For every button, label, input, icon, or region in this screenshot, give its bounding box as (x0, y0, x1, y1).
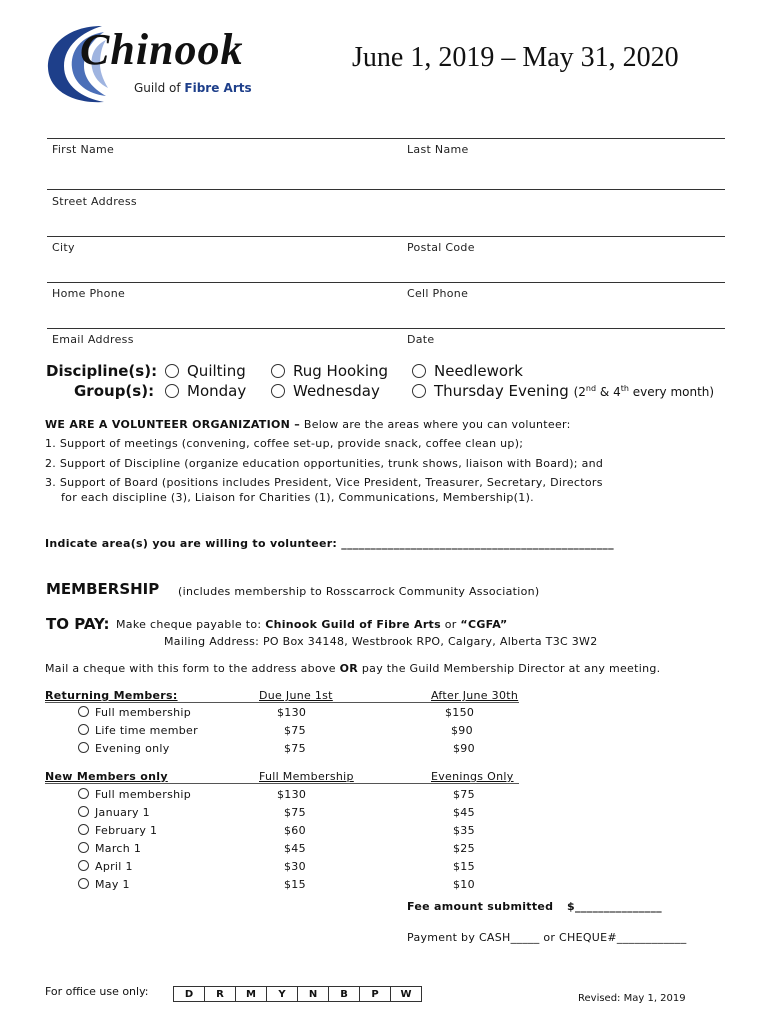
office-cell: B (329, 987, 360, 1002)
email-address-label: Email Address (52, 333, 134, 346)
new-january-full: $75 (284, 806, 306, 819)
membership-note: (includes membership to Rosscarrock Community Association) (178, 585, 540, 598)
first-name-label: First Name (52, 143, 115, 156)
radio-icon[interactable] (165, 364, 179, 378)
new-full-price: $130 (277, 788, 307, 801)
membership-title: MEMBERSHIP (46, 580, 160, 598)
volunteer-item-1: 1. Support of meetings (convening, coffee set-up, provide snack, coffee clean up); (45, 437, 524, 450)
group-monday-option[interactable]: Monday (165, 382, 246, 400)
new-march-option[interactable]: March 1 (78, 842, 141, 855)
discipline-needlework-option[interactable]: Needlework (412, 362, 523, 380)
divider (47, 236, 725, 237)
to-pay-label: TO PAY: (46, 615, 110, 633)
radio-icon[interactable] (78, 842, 89, 853)
radio-icon[interactable] (78, 788, 89, 799)
discipline-label: Discipline(s): (46, 362, 158, 380)
returning-header: Returning Members: (45, 689, 178, 702)
thursday-note: (2nd & 4th every month) (573, 384, 715, 399)
payment-method[interactable]: Payment by CASH_____ or CHEQUE#____________ (407, 931, 687, 944)
volunteer-heading: WE ARE A VOLUNTEER ORGANIZATION – Below are the areas where you can volunteer: (45, 418, 571, 431)
fee-input-line[interactable]: $_______________ (567, 900, 662, 913)
radio-icon[interactable] (271, 364, 285, 378)
radio-icon[interactable] (78, 878, 89, 889)
divider (47, 138, 725, 139)
new-may-full: $15 (284, 878, 306, 891)
divider (45, 702, 519, 703)
office-cell: M (236, 987, 267, 1002)
returning-full-option[interactable]: Full membership (78, 706, 191, 719)
discipline-quilting-option[interactable]: Quilting (165, 362, 246, 380)
new-may-evening: $10 (453, 878, 475, 891)
office-cell: D (174, 987, 205, 1002)
cheque-payable: Make cheque payable to: Chinook Guild of Fibre Arts or “CGFA” (116, 618, 508, 631)
date-label: Date (407, 333, 435, 346)
home-phone-label: Home Phone (52, 287, 126, 300)
radio-icon[interactable] (271, 384, 285, 398)
new-full-option[interactable]: Full membership (78, 788, 191, 801)
radio-icon[interactable] (412, 364, 426, 378)
mailing-address: Mailing Address: PO Box 34148, Westbrook RPO, Calgary, Alberta T3C 3W2 (164, 635, 598, 648)
returning-evening-due: $75 (284, 742, 306, 755)
returning-evening-option[interactable]: Evening only (78, 742, 170, 755)
volunteer-input-line[interactable]: _______________________________________________ (341, 537, 614, 550)
office-cell: R (205, 987, 236, 1002)
volunteer-item-3-cont: for each discipline (3), Liaison for Charities (1), Communications, Membership(1). (61, 491, 534, 504)
returning-full-due: $130 (277, 706, 307, 719)
city-label: City (52, 241, 75, 254)
radio-icon[interactable] (78, 806, 89, 817)
divider (45, 783, 519, 784)
new-may-option[interactable]: May 1 (78, 878, 130, 891)
new-april-evening: $15 (453, 860, 475, 873)
new-col-evening: Evenings Only (431, 770, 514, 783)
radio-icon[interactable] (165, 384, 179, 398)
radio-icon[interactable] (412, 384, 426, 398)
radio-icon[interactable] (78, 742, 89, 753)
radio-icon[interactable] (78, 706, 89, 717)
new-february-option[interactable]: February 1 (78, 824, 157, 837)
new-full-evening: $75 (453, 788, 475, 801)
guild-logo (42, 18, 272, 106)
fee-label: Fee amount submitted (407, 900, 554, 913)
returning-full-after: $150 (445, 706, 475, 719)
returning-life-option[interactable]: Life time member (78, 724, 198, 737)
new-february-evening: $35 (453, 824, 475, 837)
group-thursday-option[interactable]: Thursday Evening (2nd & 4th every month) (412, 382, 714, 400)
radio-icon[interactable] (78, 824, 89, 835)
last-name-label: Last Name (407, 143, 469, 156)
new-january-option[interactable]: January 1 (78, 806, 150, 819)
returning-col-after: After June 30th (431, 689, 519, 702)
returning-life-after: $90 (451, 724, 473, 737)
office-use-label: For office use only: (45, 985, 149, 998)
returning-col-due: Due June 1st (259, 689, 333, 702)
new-march-evening: $25 (453, 842, 475, 855)
cell-phone-label: Cell Phone (407, 287, 469, 300)
returning-evening-after: $90 (453, 742, 475, 755)
group-label: Group(s): (74, 382, 155, 400)
mail-instructions: Mail a cheque with this form to the address above OR pay the Guild Membership Director at any meeting. (45, 662, 661, 675)
group-wednesday-option[interactable]: Wednesday (271, 382, 380, 400)
office-cell: N (298, 987, 329, 1002)
logo-main-text: Chinook (80, 25, 244, 74)
office-use-table (173, 986, 422, 1002)
new-february-full: $60 (284, 824, 306, 837)
discipline-rug-hooking-option[interactable]: Rug Hooking (271, 362, 388, 380)
new-january-evening: $45 (453, 806, 475, 819)
office-cell: P (360, 987, 391, 1002)
volunteer-item-3: 3. Support of Board (positions includes President, Vice President, Treasurer, Secretary, Directors (45, 476, 603, 489)
office-cell: Y (267, 987, 298, 1002)
logo-sub-text: Guild of Fibre Arts (134, 81, 252, 95)
revised-date: Revised: May 1, 2019 (578, 993, 686, 1004)
volunteer-item-2: 2. Support of Discipline (organize education opportunities, trunk shows, liaison with Board); and (45, 457, 604, 470)
street-address-label: Street Address (52, 195, 137, 208)
divider (47, 282, 725, 283)
returning-life-due: $75 (284, 724, 306, 737)
membership-period: June 1, 2019 – May 31, 2020 (352, 42, 679, 73)
office-cell: W (391, 987, 422, 1002)
postal-code-label: Postal Code (407, 241, 475, 254)
new-april-full: $30 (284, 860, 306, 873)
new-members-header: New Members only (45, 770, 168, 783)
radio-icon[interactable] (78, 860, 89, 871)
new-april-option[interactable]: April 1 (78, 860, 133, 873)
divider (47, 328, 725, 329)
new-march-full: $45 (284, 842, 306, 855)
volunteer-indicate: Indicate area(s) you are willing to volunteer: _______________________________________________ (45, 537, 614, 550)
radio-icon[interactable] (78, 724, 89, 735)
new-col-full: Full Membership (259, 770, 354, 783)
divider (47, 189, 725, 190)
